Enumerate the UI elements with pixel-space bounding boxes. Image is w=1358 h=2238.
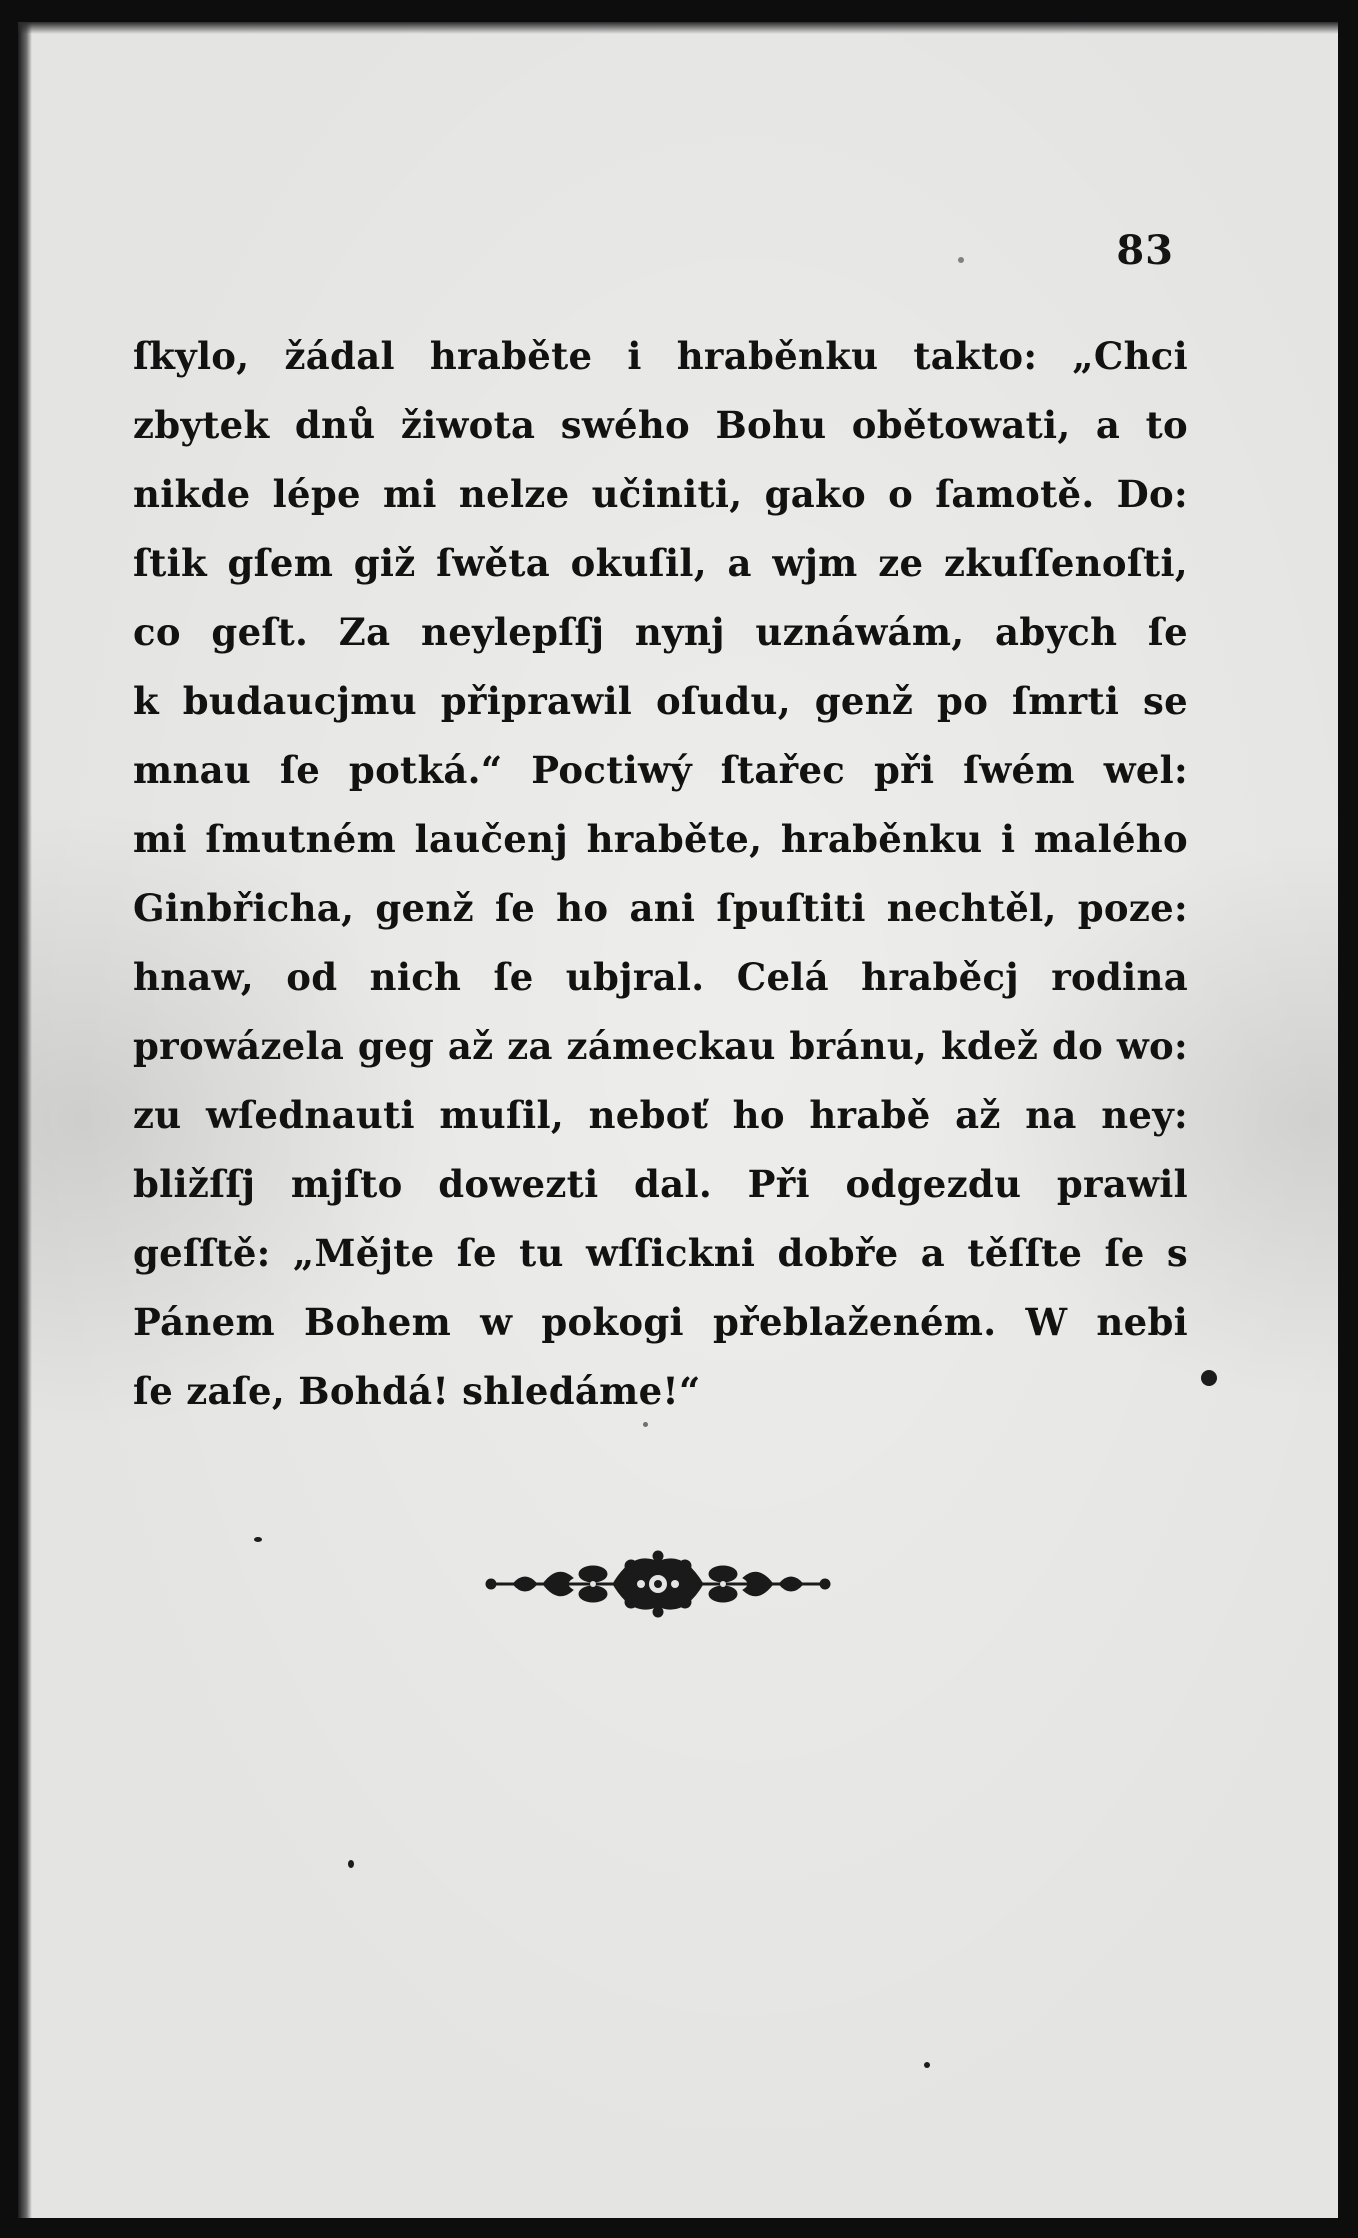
text-line: ſe zaſe, Bohdá! shledáme!“	[133, 1369, 701, 1413]
text-line: prowázela geg až za zámeckau bránu, kdež do wo:	[133, 1024, 1188, 1068]
text-line: Ginbřicha, genž ſe ho ani ſpuſtiti nechtěl, poze:	[133, 886, 1188, 930]
text-line: co geſt. Za neylepſſj nynj uznáwám, abych ſe	[133, 610, 1188, 654]
text-line: Pánem Bohem w pokogi přeblaženém. W nebi	[133, 1300, 1188, 1344]
text-line: ſkylo, žádal hraběte i hraběnku takto: „Chci	[133, 334, 1188, 378]
ink-speck	[924, 2062, 930, 2068]
floral-vignette-icon	[483, 1544, 833, 1624]
ink-speck	[254, 1537, 262, 1542]
page-binding-edge	[18, 22, 32, 2218]
text-line: zbytek dnů žiwota swého Bohu obětowati, a to	[133, 403, 1188, 447]
page-number: 83	[1116, 227, 1174, 274]
book-page	[18, 22, 1338, 2218]
ink-speck	[1201, 1370, 1217, 1386]
ink-speck	[958, 257, 964, 263]
text-line: geſſtě: „Mějte ſe tu wſſickni dobře a těſſte ſe s	[133, 1231, 1188, 1275]
text-line: zu wſednauti muſil, neboť ho hrabě až na ney:	[133, 1093, 1188, 1137]
text-line: bližſſj mjſto dowezti dal. Při odgezdu prawil	[133, 1162, 1188, 1206]
text-line: nikde lépe mi nelze učiniti, gako o ſamotě. Do:	[133, 472, 1188, 516]
text-line: k budaucjmu připrawil oſudu, genž po ſmrti se	[133, 679, 1188, 723]
text-line: ſtik gſem giž ſwěta okuſil, a wjm ze zkuſſenoſti,	[133, 541, 1188, 585]
page-top-edge	[18, 22, 1338, 34]
text-line: hnaw, od nich ſe ubjral. Celá hraběcj rodina	[133, 955, 1188, 999]
body-text	[133, 322, 1188, 1426]
text-line: mnau ſe potká.“ Poctiwý ſtařec při ſwém wel:	[133, 748, 1188, 792]
ink-speck	[643, 1422, 648, 1427]
ink-speck	[348, 1860, 354, 1868]
text-line: mi ſmutném laučenj hraběte, hraběnku i malého	[133, 817, 1188, 861]
